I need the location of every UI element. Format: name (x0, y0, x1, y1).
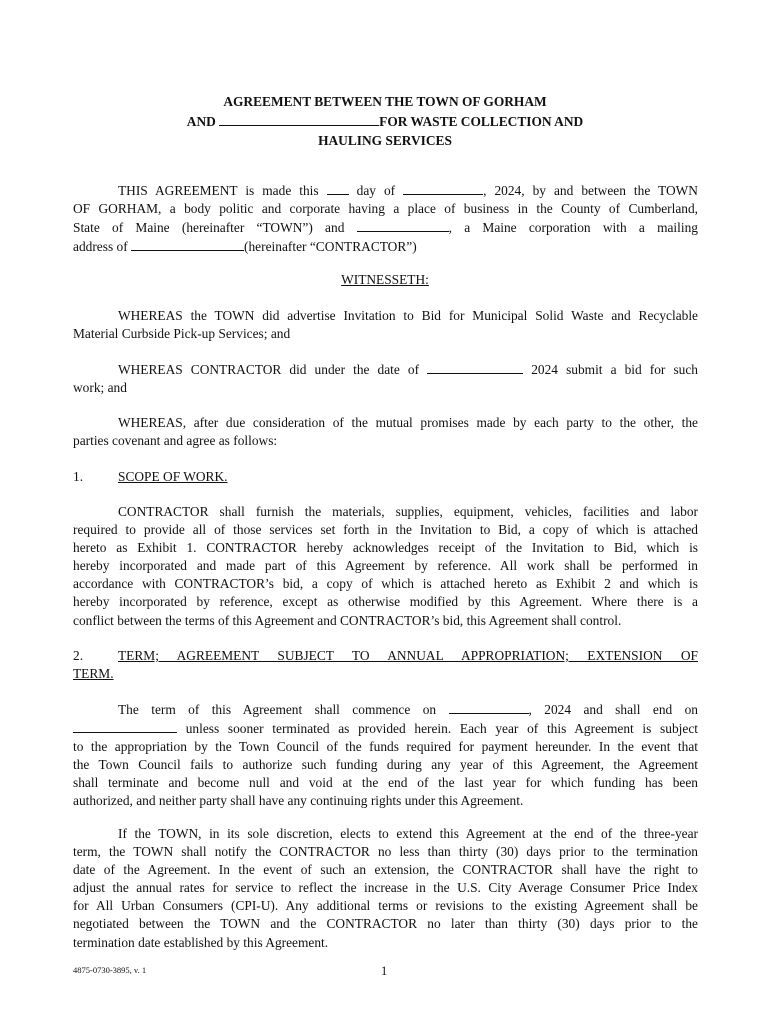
title-line-1: AGREEMENT BETWEEN THE TOWN OF GORHAM (223, 94, 547, 109)
whereas-line: parties covenant and agree as follows: (73, 433, 278, 449)
contractor-blank (357, 218, 449, 232)
body-text: unless sooner terminated as provided herein. Each year of this Agreement is subject (185, 721, 698, 737)
body-line: CONTRACTOR shall furnish the materials, supplies, equipment, vehicles, facilities and labor (118, 504, 698, 519)
section-number: 2. (73, 648, 84, 663)
body-line: the Town Council fails to authorize such funding during any year of this Agreement, the Agreement (73, 757, 698, 773)
intro-text: (hereinafter “CONTRACTOR”) (244, 239, 417, 255)
agreement-title (72, 92, 698, 151)
month-blank (403, 181, 483, 195)
day-blank (327, 181, 349, 195)
section-1-body (73, 503, 698, 630)
bid-date-blank (427, 360, 523, 374)
body-line: If the TOWN, in its sole discretion, elects to extend this Agreement at the end of the three-year (118, 826, 698, 841)
address-blank (131, 237, 244, 251)
document-id: 4875-0730-3895, v. 1 (73, 965, 147, 975)
body-line: for All Urban Consumers (CPI-U). Any additional terms or revisions to the existing Agreement shall be (73, 898, 698, 914)
whereas-line: Material Curbside Pick-up Services; and (73, 326, 291, 342)
contractor-name-blank (219, 112, 379, 126)
start-date-blank (449, 700, 529, 714)
page-number: 1 (381, 964, 388, 978)
title-and: AND (186, 113, 216, 129)
section-2-para-1 (73, 700, 698, 811)
whereas-line: work; and (73, 380, 127, 396)
whereas-3 (73, 414, 698, 450)
section-2-heading (73, 647, 698, 683)
body-line: conflict between the terms of this Agreement and CONTRACTOR’s bid, this Agreement shall control. (73, 612, 622, 628)
intro-text: , a Maine corporation with a mailing (448, 220, 698, 236)
intro-text: THIS AGREEMENT is made this (118, 183, 319, 198)
body-line: termination date established by this Agreement. (73, 934, 329, 950)
title-line-3: HAULING SERVICES (318, 133, 452, 148)
whereas-line: WHEREAS the TOWN did advertise Invitation to Bid for Municipal Solid Waste and Recyclable (118, 308, 698, 323)
body-text: , 2024 and shall end on (528, 702, 699, 717)
intro-text: day of (356, 183, 396, 198)
body-line: to the appropriation by the Town Council of the funds required for payment hereunder. In the event that (73, 739, 698, 755)
title-line-2-suffix: FOR WASTE COLLECTION AND (379, 113, 584, 129)
section-title: SCOPE OF WORK. (118, 469, 228, 484)
whereas-text: WHEREAS CONTRACTOR did under the date of (118, 362, 420, 377)
body-line: accordance with CONTRACTOR’s bid, a copy of which is attached hereto as Exhibit 2 and which is (73, 576, 698, 592)
body-line: authorized, and neither party shall have any continuing rights under this Agreement. (73, 793, 524, 809)
intro-line: OF GORHAM, a body politic and corporate having a place of business in the County of Cumberland, (73, 201, 698, 217)
whereas-1 (73, 307, 698, 343)
whereas-text: 2024 submit a bid for such (531, 362, 698, 377)
intro-paragraph (73, 181, 698, 256)
body-line: required to provide all of those services set forth in the Invitation to Bid, a copy of which is attached (73, 522, 698, 538)
body-line: term, the TOWN shall notify the CONTRACTOR no less than thirty (30) days prior to the termination (73, 844, 698, 860)
body-line: negotiated between the TOWN and the CONTRACTOR no later than thirty (30) days prior to the (73, 916, 698, 932)
body-line: hereby incorporated and made part of this Agreement by reference. All work shall be performed in (73, 558, 698, 574)
section-title-cont: TERM. (73, 666, 114, 681)
title-line-2 (72, 112, 698, 132)
section-number: 1. (73, 469, 84, 484)
body-line: hereto as Exhibit 1. CONTRACTOR hereby acknowledges receipt of the Invitation to Bid, which is (73, 540, 698, 556)
body-line: adjust the annual rates for service to reflect the increase in the U.S. City Average Consumer Price Index (73, 880, 698, 896)
body-text: The term of this Agreement shall commence on (118, 702, 437, 717)
body-line: shall terminate and become null and void at the end of the last year for which funding has been (73, 775, 698, 791)
section-title: TERM; AGREEMENT SUBJECT TO ANNUAL APPROPRIATION; EXTENSION OF (118, 648, 698, 663)
whereas-line: WHEREAS, after due consideration of the mutual promises made by each party to the other, the (118, 415, 698, 430)
section-2-para-2 (73, 825, 698, 952)
end-date-blank (73, 719, 177, 733)
intro-text: address of (73, 239, 128, 255)
whereas-2 (73, 360, 698, 397)
body-line: date of the Agreement. In the event of such an extension, the CONTRACTOR shall have the right to (73, 862, 698, 878)
intro-text: , 2024, by and between the TOWN (483, 183, 698, 198)
witnesseth-heading: WITNESSETH: (341, 272, 429, 287)
body-line: hereby incorporated by reference, except as otherwise modified by this Agreement. Where there is a (73, 594, 698, 610)
intro-text: State of Maine (hereinafter “TOWN”) and (73, 220, 345, 236)
